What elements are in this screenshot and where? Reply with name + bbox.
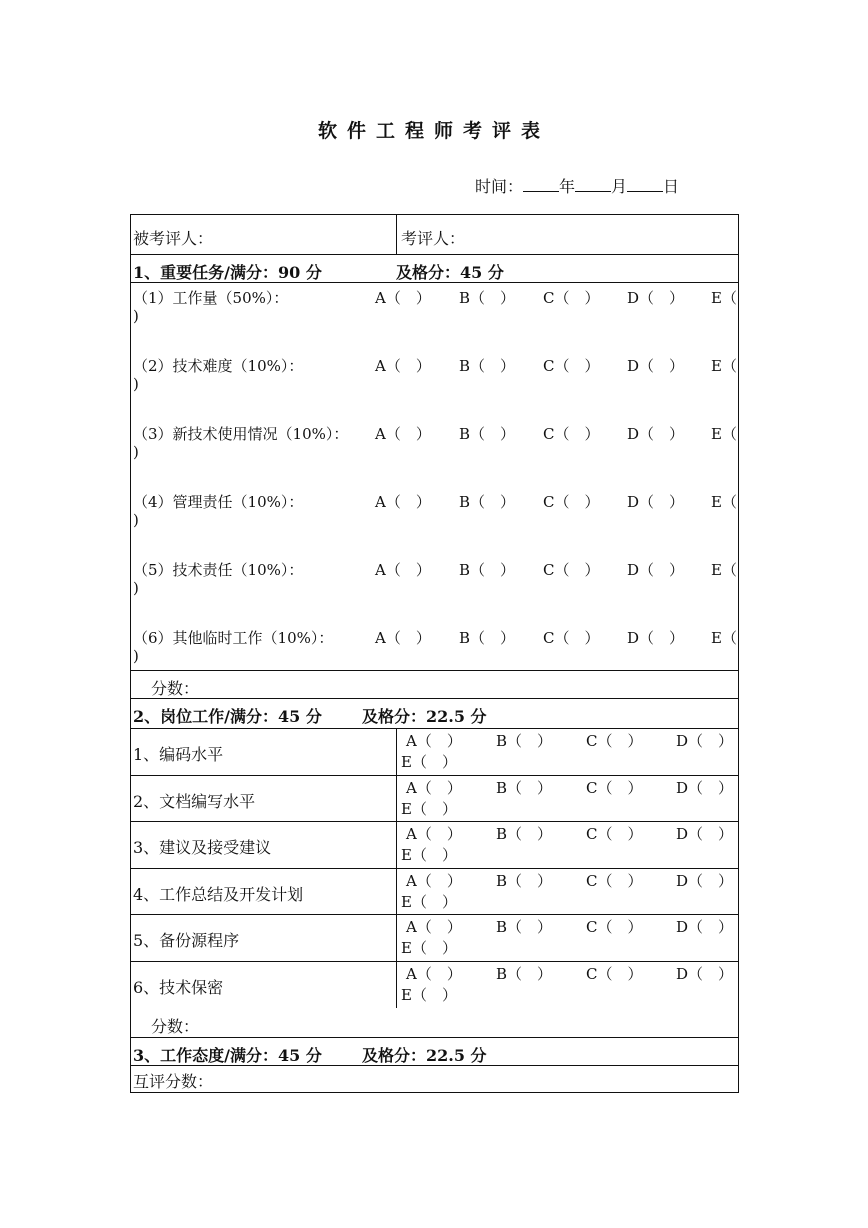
section2-option-a[interactable]: A（ ） bbox=[406, 964, 462, 983]
section2-option-c[interactable]: C（ ） bbox=[586, 778, 643, 797]
section1-option-a[interactable]: A（ ） bbox=[375, 425, 431, 443]
section1-option-a[interactable]: A（ ） bbox=[375, 357, 431, 375]
section2-heading: 2、岗位工作/满分：45 分 bbox=[133, 707, 322, 726]
section1-option-wrap: ) bbox=[133, 443, 139, 461]
section2-option-e[interactable]: E（ ） bbox=[401, 753, 457, 771]
date-line bbox=[475, 174, 679, 197]
section2-option-a[interactable]: A（ ） bbox=[406, 732, 462, 750]
section1-option-c[interactable]: C（ ） bbox=[543, 289, 600, 307]
section1-option-d[interactable]: D（ ） bbox=[627, 561, 685, 579]
section2-option-a[interactable]: A（ ） bbox=[406, 825, 462, 843]
section2-score-row bbox=[131, 1008, 738, 1038]
section2-score-label: 分数： bbox=[151, 1017, 200, 1036]
section2-item-row bbox=[131, 869, 738, 916]
section1-option-b[interactable]: B（ ） bbox=[459, 629, 516, 647]
evaluation-form bbox=[130, 214, 739, 1093]
section1-option-wrap: ) bbox=[133, 375, 139, 393]
section2-option-b[interactable]: B（ ） bbox=[496, 964, 553, 983]
section2-item-label: 1、编码水平 bbox=[133, 745, 224, 764]
section2-option-e[interactable]: E（ ） bbox=[401, 799, 457, 818]
section2-heading-row bbox=[131, 699, 738, 729]
section2-item-row bbox=[131, 915, 738, 962]
section1-option-wrap: ) bbox=[133, 579, 139, 597]
mutual-score-label[interactable]: 互评分数： bbox=[133, 1072, 214, 1091]
section1-item-label: （3）新技术使用情况（10%）： bbox=[133, 425, 349, 443]
section2-option-e[interactable]: E（ ） bbox=[401, 846, 457, 864]
section1-heading-row bbox=[131, 255, 738, 283]
section2-option-b[interactable]: B（ ） bbox=[496, 732, 553, 750]
section1-option-b[interactable]: B（ ） bbox=[459, 425, 516, 443]
section2-item-label-cell bbox=[131, 915, 398, 961]
section2-items bbox=[131, 729, 738, 1008]
section2-item-label: 3、建议及接受建议 bbox=[133, 838, 272, 857]
section1-option-d[interactable]: D（ ） bbox=[627, 425, 685, 443]
section1-option-d[interactable]: D（ ） bbox=[627, 357, 685, 375]
section2-item-row bbox=[131, 962, 738, 1009]
section2-option-d[interactable]: D（ ） bbox=[676, 825, 734, 843]
section1-heading: 1、重要任务/满分：90 分 bbox=[133, 263, 322, 282]
day-label: 日 bbox=[663, 177, 680, 196]
section1-option-d[interactable]: D（ ） bbox=[627, 493, 685, 511]
section1-option-a[interactable]: A（ ） bbox=[375, 629, 431, 647]
section1-option-b[interactable]: B（ ） bbox=[459, 289, 516, 307]
mutual-score-row bbox=[131, 1066, 738, 1092]
section1-item-label: （2）技术难度（10%）： bbox=[133, 357, 304, 375]
section1-option-b[interactable]: B（ ） bbox=[459, 357, 516, 375]
section2-option-d[interactable]: D（ ） bbox=[676, 778, 734, 797]
section2-item-label: 6、技术保密 bbox=[133, 977, 224, 997]
section2-item-label: 4、工作总结及开发计划 bbox=[133, 884, 304, 904]
section1-option-c[interactable]: C（ ） bbox=[543, 493, 600, 511]
section2-option-b[interactable]: B（ ） bbox=[496, 918, 553, 936]
section1-score-row bbox=[131, 671, 738, 699]
section1-option-c[interactable]: C（ ） bbox=[543, 561, 600, 579]
section2-option-c[interactable]: C（ ） bbox=[586, 871, 643, 890]
section1-option-e[interactable]: E（ bbox=[711, 357, 737, 375]
evaluator-label: 考评人： bbox=[401, 229, 466, 248]
section1-option-wrap: ) bbox=[133, 307, 139, 325]
section2-item-label-cell bbox=[131, 776, 398, 822]
section1-option-c[interactable]: C（ ） bbox=[543, 357, 600, 375]
section2-item-options-cell bbox=[396, 962, 738, 1009]
section1-option-e[interactable]: E（ bbox=[711, 425, 737, 443]
section2-item-label: 2、文档编写水平 bbox=[133, 791, 256, 811]
section2-option-e[interactable]: E（ ） bbox=[401, 939, 457, 957]
section1-option-wrap: ) bbox=[133, 647, 139, 665]
section2-option-c[interactable]: C（ ） bbox=[586, 964, 643, 983]
section1-item-label: （5）技术责任（10%）： bbox=[133, 561, 304, 579]
day-blank[interactable] bbox=[627, 177, 663, 192]
page-title: 软件工程师考评表 bbox=[317, 120, 550, 142]
section2-option-b[interactable]: B（ ） bbox=[496, 825, 553, 843]
section1-item-label: （6）其他临时工作（10%）： bbox=[133, 629, 334, 647]
section3-heading: 3、工作态度/满分：45 分 bbox=[133, 1046, 322, 1065]
month-blank[interactable] bbox=[575, 177, 611, 192]
section2-option-c[interactable]: C（ ） bbox=[586, 825, 643, 843]
section2-item-row bbox=[131, 729, 738, 776]
section1-option-e[interactable]: E（ bbox=[711, 289, 737, 307]
section1-pass: 及格分：45 分 bbox=[396, 263, 504, 282]
section1-option-a[interactable]: A（ ） bbox=[375, 561, 431, 579]
section2-item-label-cell bbox=[131, 962, 398, 1009]
section1-option-d[interactable]: D（ ） bbox=[627, 289, 685, 307]
section1-option-c[interactable]: C（ ） bbox=[543, 629, 600, 647]
month-label: 月 bbox=[611, 177, 628, 196]
section2-option-b[interactable]: B（ ） bbox=[496, 871, 553, 890]
section2-item-options-cell bbox=[396, 729, 738, 775]
section2-option-e[interactable]: E（ ） bbox=[401, 892, 457, 911]
section1-option-b[interactable]: B（ ） bbox=[459, 493, 516, 511]
year-label: 年 bbox=[559, 177, 576, 196]
section2-option-c[interactable]: C（ ） bbox=[586, 732, 643, 750]
section2-option-d[interactable]: D（ ） bbox=[676, 732, 734, 750]
section2-item-label-cell bbox=[131, 822, 398, 868]
section2-option-d[interactable]: D（ ） bbox=[676, 871, 734, 890]
section1-option-e[interactable]: E（ bbox=[711, 561, 737, 579]
section2-item-label: 5、备份源程序 bbox=[133, 931, 240, 950]
section1-option-a[interactable]: A（ ） bbox=[375, 493, 431, 511]
section2-option-d[interactable]: D（ ） bbox=[676, 964, 734, 983]
date-label: 时间： bbox=[475, 177, 524, 196]
section2-item-options-cell bbox=[396, 776, 738, 822]
section2-pass: 及格分：22.5 分 bbox=[362, 707, 487, 726]
section1-score-label: 分数： bbox=[151, 679, 200, 698]
evaluatee-cell[interactable] bbox=[133, 215, 398, 254]
section2-item-options-cell bbox=[396, 822, 738, 868]
section2-item-row bbox=[131, 776, 738, 823]
section2-option-a[interactable]: A（ ） bbox=[406, 778, 462, 797]
section1-option-e[interactable]: E（ bbox=[711, 629, 737, 647]
section1-items bbox=[131, 283, 738, 671]
evaluatee-label: 被考评人： bbox=[133, 229, 214, 248]
section1-item-label: （1）工作量（50%）： bbox=[133, 289, 289, 307]
section2-option-d[interactable]: D（ ） bbox=[676, 918, 734, 936]
section2-option-e[interactable]: E（ ） bbox=[401, 985, 457, 1004]
section2-option-b[interactable]: B（ ） bbox=[496, 778, 553, 797]
section1-option-c[interactable]: C（ ） bbox=[543, 425, 600, 443]
section2-item-label-cell bbox=[131, 869, 398, 915]
section2-option-c[interactable]: C（ ） bbox=[586, 918, 643, 936]
header-row bbox=[131, 215, 738, 255]
section1-option-wrap: ) bbox=[133, 511, 139, 529]
section3-pass: 及格分：22.5 分 bbox=[362, 1046, 487, 1065]
year-blank[interactable] bbox=[523, 177, 559, 192]
section2-option-a[interactable]: A（ ） bbox=[406, 918, 462, 936]
section1-option-e[interactable]: E（ bbox=[711, 493, 737, 511]
section2-item-options-cell bbox=[396, 915, 738, 961]
section2-item-row bbox=[131, 822, 738, 869]
section2-item-label-cell bbox=[131, 729, 398, 775]
section2-item-options-cell bbox=[396, 869, 738, 915]
section2-option-a[interactable]: A（ ） bbox=[406, 871, 462, 890]
section1-item-label: （4）管理责任（10%）： bbox=[133, 493, 304, 511]
section1-option-d[interactable]: D（ ） bbox=[627, 629, 685, 647]
evaluator-cell[interactable] bbox=[396, 215, 738, 254]
section1-option-b[interactable]: B（ ） bbox=[459, 561, 516, 579]
section3-heading-row bbox=[131, 1038, 738, 1066]
section1-option-a[interactable]: A（ ） bbox=[375, 289, 431, 307]
